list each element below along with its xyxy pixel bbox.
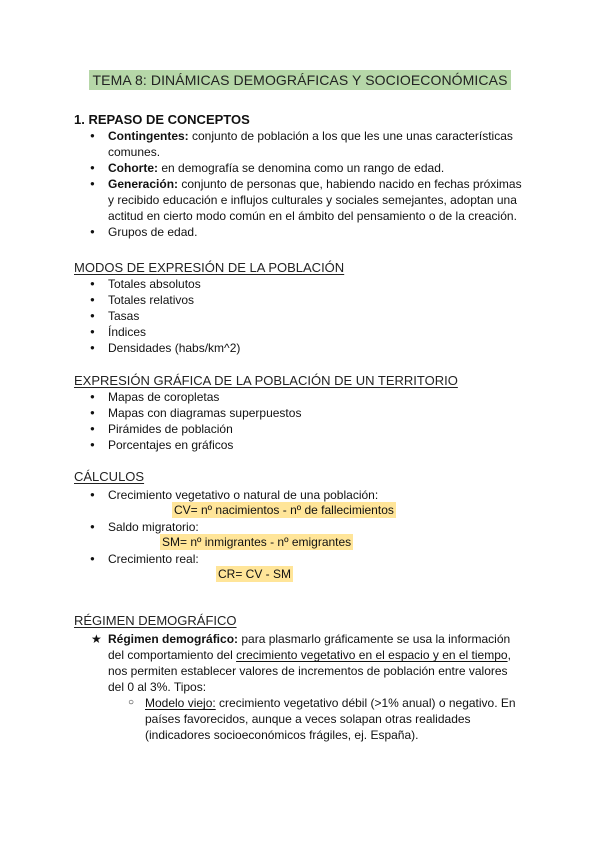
- formula-cr: CR= CV - SM: [218, 567, 292, 581]
- grafica-list: [108, 389, 528, 453]
- section-heading-grafica: EXPRESIÓN GRÁFICA DE LA POBLACIÓN DE UN TERRITORIO: [74, 373, 458, 388]
- underlined-text: crecimiento vegetativo en el espacio y en el tiempo: [236, 648, 508, 662]
- regimen-list: [108, 631, 520, 695]
- term-label: Contingentes:: [108, 129, 189, 143]
- list-item: ● Totales relativos: [108, 292, 528, 308]
- formula-sm: SM= nº inmigrantes - nº emigrantes: [162, 535, 352, 549]
- section-heading-repaso: 1. REPASO DE CONCEPTOS: [74, 112, 250, 127]
- list-item: ● Totales absolutos: [108, 276, 528, 292]
- term-definition: en demografía se denomina como un rango de edad.: [158, 161, 445, 175]
- list-item: [108, 224, 528, 240]
- regimen-sublist: [145, 695, 523, 743]
- calculos-list-2: [108, 519, 528, 535]
- calculos-list: [108, 487, 528, 503]
- term-definition: Grupos de edad.: [108, 225, 198, 239]
- list-item: ● Porcentajes en gráficos: [108, 437, 528, 453]
- list-item: ● Pirámides de población: [108, 421, 528, 437]
- list-item: [108, 160, 528, 176]
- list-item: ● Crecimiento real:: [108, 551, 528, 567]
- calculos-list-3: [108, 551, 528, 567]
- list-item: [145, 695, 523, 743]
- page-title-text: TEMA 8: DINÁMICAS DEMOGRÁFICAS Y SOCIOECONÓMICAS: [89, 70, 510, 90]
- term-definition: para plasmarlo gráficamente se usa la información del comportamiento del: [108, 632, 511, 662]
- section-heading-calculos: CÁLCULOS: [74, 469, 145, 484]
- list-item: ● Saldo migratorio:: [108, 519, 528, 535]
- term-label: Cohorte:: [108, 161, 158, 175]
- subterm-definition: crecimiento vegetativo débil (>1% anual) o negativo. En países favorecidos, aunque a veces solapan otras realidades (indicadores socioeconómicos frágiles, ej. España).: [145, 696, 516, 742]
- formula-cv: CV= nº nacimientos - nº de fallecimientos: [174, 503, 394, 517]
- list-item: ● Mapas de coropletas: [108, 389, 528, 405]
- list-item: ● Densidades (habs/km^2): [108, 340, 528, 356]
- term-definition: conjunto de población a los que les une unas características comunes.: [108, 129, 513, 159]
- section-heading-modos: MODOS DE EXPRESIÓN DE LA POBLACIÓN: [74, 260, 345, 275]
- concept-list: [108, 128, 528, 240]
- term-label: Régimen demográfico:: [108, 632, 239, 646]
- section-heading-regimen: RÉGIMEN DEMOGRÁFICO: [74, 613, 237, 628]
- list-item: [108, 176, 528, 224]
- term-label: Generación:: [108, 177, 179, 191]
- subterm-label: Modelo viejo:: [145, 696, 216, 710]
- list-item: [108, 631, 520, 695]
- term-definition: conjunto de personas que, habiendo nacido en fechas próximas y recibido educación e influjos culturales y sociales semejantes, adoptan una actitud en cierto modo común en el ámbito del pensamiento o de la creación.: [108, 177, 522, 223]
- list-item: ● Tasas: [108, 308, 528, 324]
- term-definition-end: , nos permiten establecer valores de incrementos de población entre valores del 0 al 3%. Tipos:: [108, 648, 511, 694]
- page-title: [0, 72, 600, 90]
- modos-list: [108, 276, 528, 356]
- list-item: ● Crecimiento vegetativo o natural de una población:: [108, 487, 528, 503]
- list-item: ● Mapas con diagramas superpuestos: [108, 405, 528, 421]
- list-item: [108, 128, 528, 160]
- list-item: ● Índices: [108, 324, 528, 340]
